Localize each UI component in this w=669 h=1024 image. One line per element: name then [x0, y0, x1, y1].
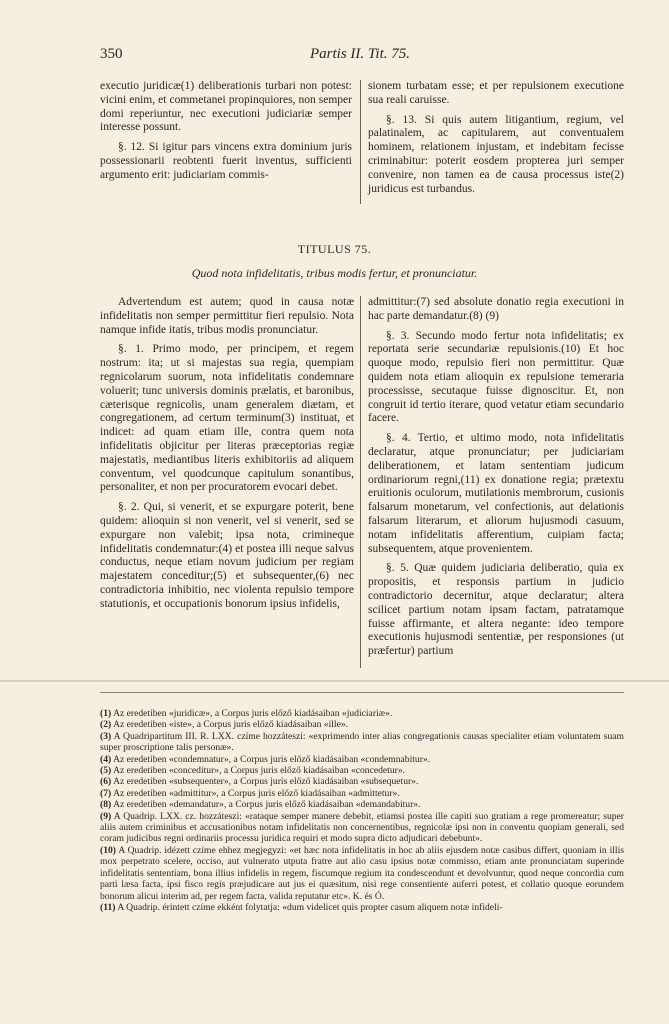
footnote: (2) Az eredetiben «iste», a Corpus juris előző kiadásaiban «ille». [100, 719, 349, 731]
footnote: (8) Az eredetiben «demandatur», a Corpus juris előző kiadásaiban «demandabitur». [100, 799, 421, 811]
paragraph: §. 3. Secundo modo fertur nota infidelitatis; ex reportata serie secundariæ repulsionis.(10) Et hoc quoque modo, repulsio fieri non permittitur. Quæ quidem nota etiam alioquin ex repulsione temeraria processisse, secutaque fuisse dignoscitur. Et, non congruit id tertio iterare, quod vetatur etiam secundario facere. [368, 329, 624, 425]
section-title: TITULUS 75. [297, 242, 372, 256]
paragraph: §. 2. Qui, si venerit, et se expurgare poterit, bene quidem: alioquin si non venerit, vel si venerit, sed se expurgare non valebit; ipsa nota, crimineque infidelitatis condemnatur:(4) et postea illi neque salvus conductus, neque etiam novum judicium per regiam majestatem conceditur;(5) et subsequenter,(6) nec contradictoria inhibitio, nec violenta repulsio tempore statutionis, et occupationis bonorum ipsius infidelis, [100, 501, 354, 610]
footnote: (4) Az eredetiben «condemnatur», a Corpus juris előző kiadásaiban «condemnabitur». [100, 753, 431, 765]
paragraph: executio juridicæ(1) deliberationis turbari non potest: vicini enim, et commetanei propinquiores, non semper domi reperiuntur, nec executioni judiciariæ semper interesse possunt. [100, 80, 352, 134]
page-header [100, 46, 620, 66]
footnote: (11) A Quadrip. érintett czíme ekként folytatja: «dum videlicet quis propter casum aliquem notæ infideli- [100, 901, 503, 913]
paragraph: §. 4. Tertio, et ultimo modo, nota infidelitatis declaratur, atque pronunciatur; per judiciariam deliberationem, et latam sententiam judicum ordinariorum regni,(11) ex donatione regia; prætextu eruitionis oculorum, mutilationis membrorum, cusionis falsarum monetarum, vel confectionis, aut delationis falsarum literarum, et aliorum hujusmodi casuum, notam infidelitatis afferentium, cuipiam facta; subsequentem, atque provenientem. [368, 432, 624, 555]
page-fold [0, 680, 669, 682]
top-right-column [368, 80, 624, 196]
footnote: (3) A Quadripartitum III. R. LXX. czíme hozzáteszi: «exprimendo inter alias congregationis causas specialiter etiam voluntatem suam super proscriptione talis personæ». [100, 730, 624, 754]
footnote-rule [100, 692, 624, 693]
paragraph: §. 12. Si igitur pars vincens extra dominium juris possessionarii reobtenti fuerit inventus, sufficienti argumento erit: judiciariam commis- [100, 141, 352, 181]
column-divider [360, 80, 361, 204]
paragraph: §. 1. Primo modo, per principem, et regem nostrum: ita; ut si majestas sua regia, quempiam regnicolarum suorum, nota infidelitatis condemnare voluerit; tunc universis dominis prælatis, et baronibus, cæterisque regnicolis, unam generalem diætam, et congregationem, ad certum terminum(3) instituat, et indicet: ad quam etiam ille, contra quem nota infidelitatis objicitur per literas præceptorias regiæ majestatis, mediantibus literis exhibitoriis ad aliquem conventum, vel quodcunque capitulum sonantibus, personaliter, et non per procuratorem evocari debet. [100, 343, 354, 494]
paragraph: §. 13. Si quis autem litigantium, regium, vel palatinalem, ac capitularem, aut conventualem hominem, relationem injustam, et indebitam fecisse criminabitur: poterit eosdem propterea juri semper convenire, non tamen ea de causa processus iste(2) juridicus est turbandus. [368, 113, 624, 195]
top-left-column [100, 80, 352, 183]
footnote: (9) A Quadrip. LXX. cz. hozzáteszi: «rataque semper manere debebit, etiamsi postea ille capiti suo gratiam a rege promereatur; super aliis autem criminibus et accusationibus notam infidelitatis non concernentibus, regnicolæ ipsi non in conventu quopiam generali, sed coram judicibus regni ordinariis processu juridica requiri et modo supra dicto adjudicari debebunt». [100, 810, 624, 845]
footnote: (7) Az eredetiben «admittitur», a Corpus juris előző kiadásaiban «admittetur». [100, 787, 400, 799]
footnote: (10) A Quadrip. idézett czíme ehhez megjegyzi: «et hæc nota infidelitatis in hoc ab aliis ejusdem notæ casibus differt, quoniam in illis mox perpetrato scelere, occiso, aut vulnerato utputa fratre aut alio casu ipsius notæ commisso, etiam ante pronunciatam superinde infidelitatis sententiam, bona illius infidelis in regem, fiscumque regium ita condescendunt et devolvuntur, quod neque concordia cum parti læsa facta, ipsi fisco regis præjudicare aut jus ei quæsitum, nisi rege consentiente auferri potest, et collatio quoque eorundem bonorum alicui interim ad, per regem facta, valida reputatur etc». K. és Ó. [100, 844, 624, 902]
paragraph: sionem turbatam esse; et per repulsionem executione sua reali caruisse. [368, 80, 624, 106]
body-left-column [100, 296, 354, 612]
column-divider [360, 296, 361, 668]
footnote: (6) Az eredetiben «subsequenter», a Corpus juris előző kiadásaiban «subsequetur». [100, 776, 419, 788]
footnotes [100, 708, 624, 913]
page-number: 350 [100, 46, 123, 62]
paragraph: admittitur:(7) sed absolute donatio regia executioni in hac parte demandatur.(8) (9) [368, 296, 624, 322]
footnote: (1) Az eredetiben «juridicæ», a Corpus juris előző kiadásaiban «judiciariæ». [100, 708, 393, 719]
paragraph: §. 5. Quæ quidem judiciaria deliberatio, quia ex propositis, et responsis partium in judicio contradictorio decernitur, atque declaratur; altera scilicet partium notam ipsam factam, patratamque fuisse affirmante, et altera negante: ideo tempore executionis hujusmodi sententiæ, per responsiones (ut præfertur) partium [368, 562, 624, 658]
section-subtitle: Quod nota infidelitatis, tribus modis fertur, et pronunciatur. [191, 266, 478, 280]
footnote: (5) Az eredetiben «conceditur», a Corpus juris előző kiadásaiban «concedetur». [100, 765, 406, 777]
paragraph: Advertendum est autem; quod in causa notæ infidelitatis non semper permittitur fieri repulsio. Nota namque infide itatis, tribus modis pronunciatur. [100, 296, 354, 336]
body-right-column [368, 296, 624, 659]
running-title: Partis II. Tit. 75. [310, 46, 411, 62]
